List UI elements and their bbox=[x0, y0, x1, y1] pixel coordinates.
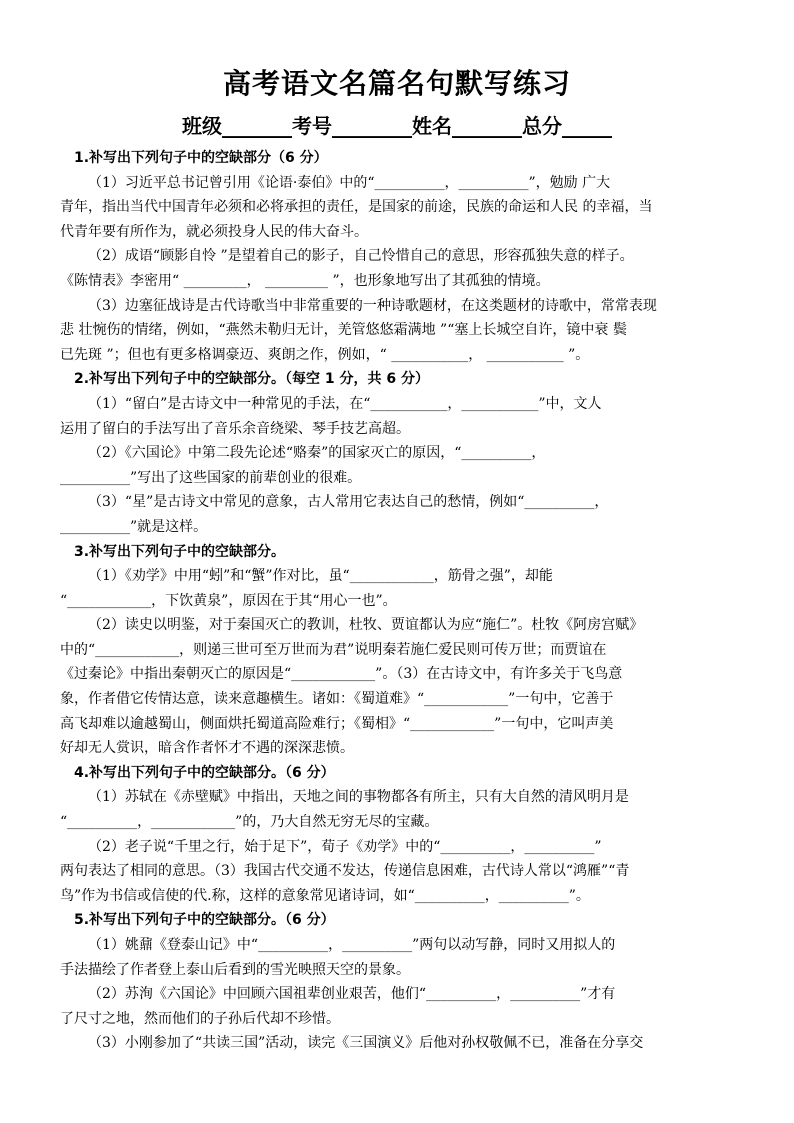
text-line: 悲 壮惋伤的情绪，例如，“燕然未勒归无计，羌管悠悠霜满地 ”“塞上长城空自许，镜中衰 鬓 bbox=[60, 322, 627, 339]
text-line: __________”写出了这些国家的前辈创业的很难。 bbox=[60, 469, 362, 486]
text-line: 手法描绘了作者登上泰山后看到的雪光映照天空的景象。 bbox=[60, 961, 410, 978]
text-line: “____________，下饮黄泉”，原因在于其“用心一也”。 bbox=[60, 592, 397, 609]
text-line: 已先斑 ”；但也有更多格调豪迈、爽朗之作，例如，“ ___________， ___________ ”。 bbox=[60, 346, 590, 363]
exercise-content bbox=[60, 146, 736, 1056]
question-heading: 2.补写出下列句子中的空缺部分。（每空 1 分，共 6 分） bbox=[74, 371, 430, 388]
text-line: 鸟”作为书信或信使的代.称，这样的意象常见诸诗词，如“__________，__________”。 bbox=[60, 887, 590, 904]
text-line: __________”就是这样。 bbox=[60, 518, 208, 535]
question-heading: 5.补写出下列句子中的空缺部分。（6 分） bbox=[74, 912, 335, 929]
text-line: 好却无人赏识，暗含作者怀才不遇的深深悲愤。 bbox=[60, 740, 354, 757]
text-line: 中的“____________，则递三世可至万世而为君”说明秦若施仁爱民则可传万世；而贾谊在 bbox=[60, 641, 607, 658]
text-line: 《过秦论》中指出秦朝灭亡的原因是“____________”。（3）在古诗文中，有许多关于飞鸟意 bbox=[60, 666, 623, 683]
text-line: 两句表达了相同的意思。（3）我国古代交通不发达，传递信息困难，古代诗人常以“鸿雁”“青 bbox=[60, 863, 630, 880]
text-line: 高飞却难以逾越蜀山，侧面烘托蜀道高险难行；《蜀相》“____________”一句中，它叫声美 bbox=[60, 715, 614, 732]
text-line: （1）《劝学》中用“蚓”和“蟹”作对比，虽“____________，筋骨之强”，却能 bbox=[88, 568, 553, 585]
text-line: （2）《六国论》中第二段先论述“赂秦”的国家灭亡的原因，“__________， bbox=[88, 445, 546, 462]
text-line: （1）姚鼐《登泰山记》中“__________，__________”两句以动写静，同时又用拟人的 bbox=[88, 937, 616, 953]
text-line: （3）小刚参加了“共读三国”活动，读完《三国演义》后他对孙权敬佩不已，准备在分享交 bbox=[88, 1035, 644, 1052]
question-heading: 1.补写出下列句子中的空缺部分（6 分） bbox=[74, 150, 328, 166]
text-line: （1）习近平总书记曾引用《论语·泰伯》中的“__________，__________”，勉励 广大 bbox=[88, 174, 611, 191]
text-line: “__________，____________”的，乃大自然无穷无尽的宝藏。 bbox=[60, 814, 439, 831]
text-line: （1）“留白”是古诗文中一种常见的手法，在“___________，___________”中，文人 bbox=[88, 395, 602, 412]
text-line: 青年，指出当代中国青年必须和必将承担的责任，是国家的前途，民族的命运和人民 的幸福，当 bbox=[60, 199, 653, 216]
text-line: （2）读史以明鉴，对于秦国灭亡的教训，杜牧、贾谊都认为应“施仁”。杜牧《阿房宫赋》 bbox=[88, 617, 644, 634]
student-info-line: 班级_______考号________姓名_______总分_____ bbox=[182, 114, 612, 138]
text-line: 了尺寸之地，然而他们的子孙后代却不珍惜。 bbox=[60, 1010, 340, 1027]
text-line: （2）老子说“千里之行，始于足下”，荀子《劝学》中的“__________，__________” bbox=[88, 838, 602, 855]
question-heading: 4.补写出下列句子中的空缺部分。（6 分） bbox=[74, 764, 335, 781]
question-heading: 3.补写出下列句子中的空缺部分。 bbox=[74, 543, 286, 560]
text-line: 运用了留白的手法写出了音乐余音绕梁、琴手技艺高超。 bbox=[60, 420, 410, 437]
text-line: （2）苏洵《六国论》中回顾六国祖辈创业艰苦，他们“__________，__________”才有 bbox=[88, 986, 616, 1003]
text-line: （1）苏轼在《赤壁赋》中指出，天地之间的事物都各有所主，只有大自然的清风明月是 bbox=[88, 789, 629, 806]
text-line: 《陈情表》李密用“ _________， _________ ”，也形象地写出了其孤独的情境。 bbox=[60, 272, 550, 289]
text-line: （3）边塞征战诗是古代诗歌当中非常重要的一种诗歌题材，在这类题材的诗歌中，常常表现 bbox=[88, 297, 657, 314]
text-line: （2）成语“顾影自怜 ”是望着自己的影子，自己怜惜自己的意思，形容孤独失意的样子。 bbox=[88, 248, 634, 265]
text-line: 代青年要有所作为，就必须投身人民的伟大奋斗。 bbox=[60, 223, 368, 240]
page-title: 高考语文名篇名句默写练习 bbox=[222, 67, 571, 100]
text-line: （3）“星”是古诗文中常见的意象，古人常用它表达自己的愁情，例如“__________， bbox=[88, 494, 609, 511]
text-line: 象，作者借它传情达意，读来意趣横生。诸如：《蜀道难》“____________”一句中，它善于 bbox=[60, 691, 614, 708]
